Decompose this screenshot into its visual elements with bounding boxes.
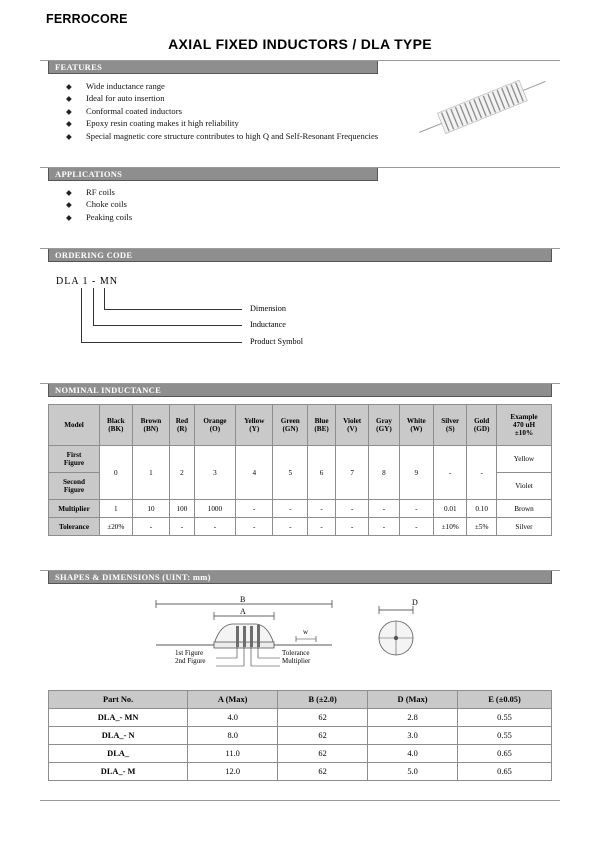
- cell-part-no: DLA_- M: [49, 763, 188, 781]
- leader-horizontal-dimension: [104, 309, 242, 310]
- col-sublabel: (BE): [314, 425, 329, 433]
- list-item: [48, 117, 388, 129]
- callout-inductance: Inductance: [250, 320, 286, 329]
- leader-vertical-inductance: [93, 288, 94, 326]
- list-item: [48, 92, 388, 104]
- nominal-inductance-table: [48, 404, 552, 536]
- col-sublabel: (W): [410, 425, 423, 433]
- page-title: AXIAL FIXED INDUCTORS / DLA TYPE: [168, 36, 432, 52]
- col-black: [100, 405, 133, 446]
- feature-text: Conformal coated inductors: [86, 105, 182, 116]
- table-row: [49, 518, 552, 536]
- col-label: Red: [175, 417, 189, 425]
- col-label: Gray: [375, 417, 392, 425]
- col-label: Yellow: [244, 417, 265, 425]
- application-text: Peaking coils: [86, 211, 133, 222]
- feature-text: Ideal for auto insertion: [86, 93, 165, 104]
- product-photo: [408, 66, 556, 146]
- section-header-applications: APPLICATIONS: [48, 167, 378, 181]
- dimensions-table: [48, 690, 552, 781]
- divider-features-top: [40, 60, 560, 61]
- cell-value: 8: [369, 446, 399, 500]
- cell-part-no: DLA_: [49, 745, 188, 763]
- feature-text: Special magnetic core structure contributes to high Q and Self-Resonant Frequencies: [86, 130, 379, 141]
- col-label: Blue: [314, 417, 329, 425]
- col-violet: [335, 405, 369, 446]
- row-label-first-figure: First Figure: [49, 446, 100, 473]
- callout-product-symbol: Product Symbol: [250, 337, 303, 346]
- table-row: [49, 709, 552, 727]
- list-item: [48, 80, 388, 92]
- col-a-max: A (Max): [188, 691, 278, 709]
- cell-value: -: [369, 500, 399, 518]
- diamond-bullet-icon: ◆: [66, 212, 72, 222]
- example-cell: Violet: [497, 473, 552, 500]
- cell-value: 0.01: [434, 500, 467, 518]
- application-text: Choke coils: [86, 199, 127, 210]
- cell-value: 100: [170, 500, 194, 518]
- col-label: Gold: [474, 417, 490, 425]
- cell-value: 1: [100, 500, 133, 518]
- col-red: [170, 405, 194, 446]
- col-b: B (±2.0): [278, 691, 368, 709]
- col-label: Black: [107, 417, 125, 425]
- label-first-figure: 1st Figure: [175, 649, 204, 657]
- cell-a: 12.0: [188, 763, 278, 781]
- cell-value: 5: [273, 446, 308, 500]
- example-cell: Yellow: [497, 446, 552, 473]
- cell-value: -: [132, 518, 170, 536]
- diamond-bullet-icon: ◆: [66, 82, 72, 91]
- row-label-multiplier: Multiplier: [49, 500, 100, 518]
- list-item: [48, 198, 368, 210]
- table-row: [49, 745, 552, 763]
- diamond-bullet-icon: ◆: [66, 119, 72, 129]
- section-header-shapes: SHAPES & DIMENSIONS (UINT: mm): [48, 570, 552, 584]
- table-row: [49, 763, 552, 781]
- features-list: [48, 80, 388, 142]
- col-label: White: [406, 417, 426, 425]
- cell-value: -: [194, 518, 236, 536]
- col-label: Brown: [140, 417, 162, 425]
- cell-value: -: [273, 518, 308, 536]
- cell-value: ±20%: [100, 518, 133, 536]
- cell-value: 4: [236, 446, 273, 500]
- callout-dimension: Dimension: [250, 304, 286, 313]
- example-title: Example: [510, 413, 538, 421]
- cell-b: 62: [278, 745, 368, 763]
- cell-value: -: [236, 500, 273, 518]
- diamond-bullet-icon: ◆: [66, 106, 72, 116]
- divider-shapes-top: [40, 570, 560, 571]
- cell-e: 0.55: [458, 727, 552, 745]
- component-drawing: [120, 592, 460, 682]
- cell-e: 0.65: [458, 763, 552, 781]
- col-label: Violet: [343, 417, 362, 425]
- section-header-features: FEATURES: [48, 60, 378, 74]
- list-item: [48, 186, 368, 198]
- col-sublabel: (BK): [108, 425, 124, 433]
- cell-value: -: [308, 500, 336, 518]
- col-yellow: [236, 405, 273, 446]
- cell-d: 2.8: [368, 709, 458, 727]
- col-sublabel: (GN): [282, 425, 299, 433]
- diamond-bullet-icon: ◆: [66, 188, 72, 197]
- applications-list: [48, 186, 368, 223]
- feature-text: Epoxy resin coating makes it high reliability: [86, 118, 239, 129]
- cell-value: ±10%: [434, 518, 467, 536]
- cell-e: 0.55: [458, 709, 552, 727]
- col-blue: [308, 405, 336, 446]
- brand-logo: FERROCORE: [46, 12, 128, 26]
- cell-a: 8.0: [188, 727, 278, 745]
- cell-a: 4.0: [188, 709, 278, 727]
- label-b: B: [240, 595, 246, 604]
- col-label: Orange: [203, 417, 227, 425]
- cell-value: -: [335, 518, 369, 536]
- cell-value: -: [273, 500, 308, 518]
- list-item: [48, 130, 388, 142]
- label-second-figure: 2nd Figure: [175, 657, 206, 665]
- diamond-bullet-icon: ◆: [66, 131, 72, 141]
- row-label-second-figure: Second Figure: [49, 473, 100, 500]
- cell-value: 0.10: [467, 500, 497, 518]
- footer-divider: [40, 800, 560, 801]
- cell-value: -: [399, 518, 434, 536]
- divider-nominal-top: [40, 383, 560, 384]
- cell-part-no: DLA_- MN: [49, 709, 188, 727]
- cell-value: -: [308, 518, 336, 536]
- col-d-max: D (Max): [368, 691, 458, 709]
- cell-value: -: [434, 446, 467, 500]
- list-item: [48, 211, 368, 223]
- cell-a: 11.0: [188, 745, 278, 763]
- cell-value: 1: [132, 446, 170, 500]
- label-d: D: [412, 598, 418, 607]
- section-header-ordering-code: ORDERING CODE: [48, 248, 552, 262]
- leader-vertical-product: [81, 288, 82, 343]
- col-gray: [369, 405, 399, 446]
- col-sublabel: (GD): [473, 425, 490, 433]
- divider-ordering-top: [40, 248, 560, 249]
- cell-b: 62: [278, 709, 368, 727]
- cell-d: 5.0: [368, 763, 458, 781]
- col-gold: [467, 405, 497, 446]
- col-sublabel: (Y): [249, 425, 260, 433]
- cell-e: 0.65: [458, 745, 552, 763]
- col-silver: [434, 405, 467, 446]
- cell-value: 2: [170, 446, 194, 500]
- col-sublabel: (S): [445, 425, 455, 433]
- label-multiplier: Multiplier: [282, 657, 311, 665]
- cell-value: 3: [194, 446, 236, 500]
- col-brown: [132, 405, 170, 446]
- table-row: [49, 500, 552, 518]
- col-part-no: Part No.: [49, 691, 188, 709]
- col-white: [399, 405, 434, 446]
- divider-applications-top: [40, 167, 560, 168]
- example-cell: Brown: [497, 500, 552, 518]
- col-orange: [194, 405, 236, 446]
- ordering-code-text: DLA 1 - MN: [56, 276, 118, 287]
- cell-value: -: [369, 518, 399, 536]
- cell-value: -: [170, 518, 194, 536]
- col-label: Green: [280, 417, 300, 425]
- leader-horizontal-inductance: [93, 325, 242, 326]
- label-tolerance: Tolerance: [282, 649, 310, 657]
- cell-b: 62: [278, 727, 368, 745]
- example-value: 470 uH: [512, 421, 536, 429]
- cell-value: 1000: [194, 500, 236, 518]
- diamond-bullet-icon: ◆: [66, 94, 72, 104]
- list-item: [48, 105, 388, 117]
- leader-horizontal-product: [81, 342, 242, 343]
- label-a: A: [240, 607, 246, 616]
- cell-value: 9: [399, 446, 434, 500]
- cell-value: -: [467, 446, 497, 500]
- table-header-row: [49, 691, 552, 709]
- cell-d: 4.0: [368, 745, 458, 763]
- table-header-row: [49, 405, 552, 446]
- col-e: E (±0.05): [458, 691, 552, 709]
- cell-value: ±5%: [467, 518, 497, 536]
- col-model: Model: [49, 405, 100, 446]
- col-sublabel: (BN): [143, 425, 159, 433]
- col-sublabel: (R): [176, 425, 187, 433]
- col-sublabel: (GY): [376, 425, 392, 433]
- cell-value: -: [399, 500, 434, 518]
- section-header-nominal-inductance: NOMINAL INDUCTANCE: [48, 383, 552, 397]
- col-sublabel: (V): [347, 425, 358, 433]
- example-cell: Silver: [497, 518, 552, 536]
- feature-text: Wide inductance range: [86, 81, 165, 91]
- col-label: Silver: [441, 417, 460, 425]
- diamond-bullet-icon: ◆: [66, 200, 72, 210]
- example-tolerance: ±10%: [514, 429, 534, 437]
- cell-value: 10: [132, 500, 170, 518]
- col-example: [497, 405, 552, 446]
- cell-d: 3.0: [368, 727, 458, 745]
- cell-b: 62: [278, 763, 368, 781]
- row-label-tolerance: Tolerance: [49, 518, 100, 536]
- cell-value: 7: [335, 446, 369, 500]
- cell-value: -: [236, 518, 273, 536]
- col-sublabel: (O): [209, 425, 221, 433]
- cell-value: -: [335, 500, 369, 518]
- cell-value: 6: [308, 446, 336, 500]
- label-w: w: [303, 628, 309, 636]
- leader-vertical-dimension: [104, 288, 105, 310]
- cell-value: 0: [100, 446, 133, 500]
- table-row: [49, 727, 552, 745]
- table-row: [49, 446, 552, 473]
- application-text: RF coils: [86, 187, 115, 197]
- cell-part-no: DLA_- N: [49, 727, 188, 745]
- col-green: [273, 405, 308, 446]
